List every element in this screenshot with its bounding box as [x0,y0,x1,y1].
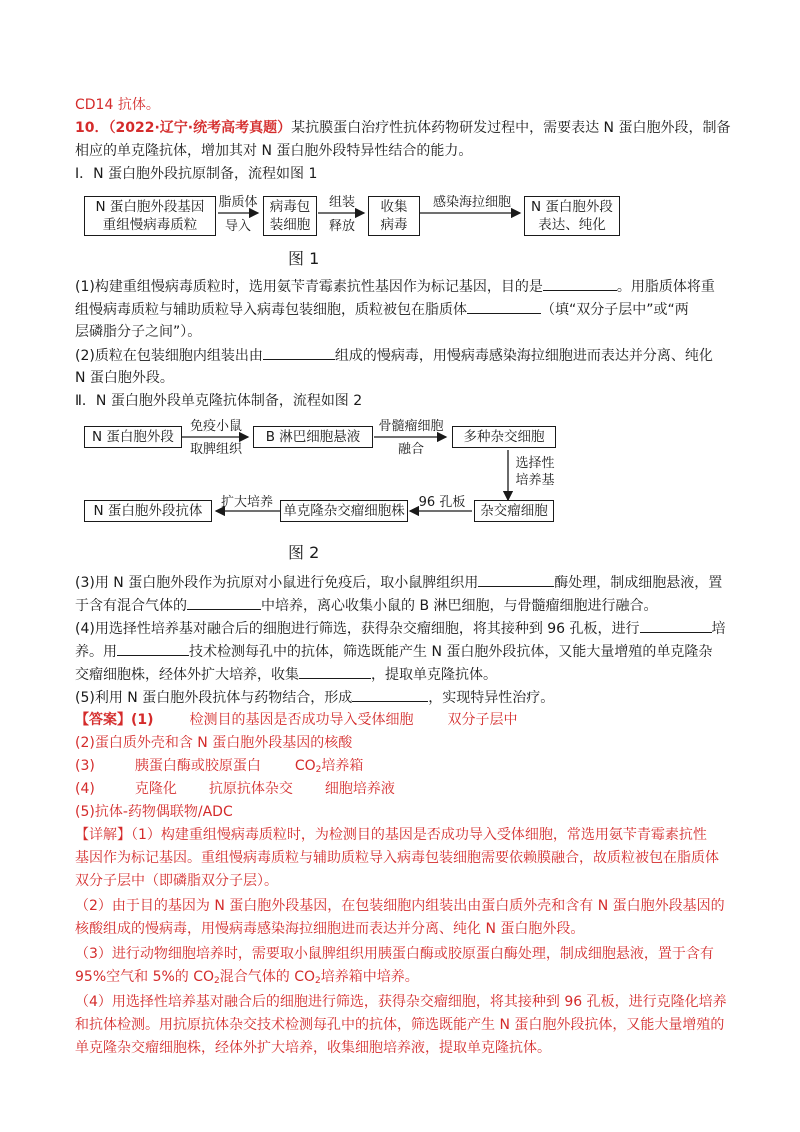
fig2-arrow2-top: 骨髓瘤细胞 [378,419,444,434]
q1-line3: 层磷脂分子之间”）。 [75,324,202,340]
explain-p4-line1: （4）用选择性培养基对融合后的细胞进行筛选，获得杂交瘤细胞，将其接种到 96 孔板，进行克隆化培养 [75,994,727,1010]
q1-blank1[interactable] [543,276,617,291]
question-stem-line1: 10．（2022·辽宁·统考高考真题）某抗膜蛋白治疗性抗体药物研发过程中，需要表达 N 蛋白胞外段，制备 [75,120,731,136]
question-source: （2022·辽宁·统考高考真题） [108,120,292,136]
q5-blank1[interactable] [352,687,428,702]
fig2-arrow1-bottom: 取脾组织 [189,442,242,457]
intro-text: CD14 抗体。 [75,97,160,113]
q4-line1: (4)用选择性培养基对融合后的细胞进行筛选，获得杂交瘤细胞，将其接种到 96 孔板，进行 培 [75,618,726,639]
explain-p4-line3: 单克隆杂交瘤细胞株，经体外扩大培养，收集细胞培养液，提取单克隆抗体。 [75,1040,551,1056]
explain-p1-line3: 双分子层中（即磷脂双分子层）。 [75,873,278,889]
fig1-arrow1-top: 脂质体 [218,195,258,210]
fig1-box-express: N 蛋白胞外段 表达、纯化 [524,196,620,236]
q4-line3: 交瘤细胞株，经体外扩大培养，收集 ，提取单克隆抗体。 [75,664,497,685]
part2-title: Ⅱ．N 蛋白胞外段单克隆抗体制备，流程如图 2 [75,393,363,409]
fig2-arrow5-label: 扩大培养 [220,495,273,510]
explain-p2-line1: （2）由于目的基因为 N 蛋白胞外段基因，在包装细胞内组装出由蛋白质外壳和含有 N 蛋白胞外段基因的 [75,898,725,914]
fig2-box-antibody: N 蛋白胞外段抗体 [84,500,212,522]
fig2-arrow2-bottom: 融合 [397,442,424,457]
answer-line4: (4) 克隆化 抗原抗体杂交 细胞培养液 [75,781,395,797]
fig2-arrow3-bottom: 培养基 [515,473,555,488]
explain-p1-line1: 【详解】（1）构建重组慢病毒质粒时，为检测目的基因是否成功导入受体细胞，常选用氨苄青霉素抗性 [75,827,707,843]
fig2-box-bcell: B 淋巴细胞悬液 [253,426,373,448]
explain-p3-line2: 95%空气和 5%的 $CO_2$混合气体的 $CO_2$培养箱中培养。 [75,969,419,986]
q4-blank2[interactable] [117,641,189,656]
q2-blank1[interactable] [263,345,335,360]
explain-p4-line2: 和抗体检测。用抗原抗体杂交技术检测每孔中的抗体，筛选既能产生 N 蛋白胞外段抗体，又能大量增殖的 [75,1017,725,1033]
fig2-box-hybridoma: 杂交瘤细胞 [474,500,554,522]
part1-title: Ⅰ．N 蛋白胞外段抗原制备，流程如图 1 [75,166,318,182]
fig1-box-gene: N 蛋白胞外段基因 重组慢病毒质粒 [84,196,216,236]
fig1-box-packaging: 病毒包 装细胞 [263,196,317,236]
q2-line2: N 蛋白胞外段。 [75,370,174,386]
fig1-caption: 图 1 [288,249,320,268]
explain-p1-line2: 基因作为标记基因。重组慢病毒质粒与辅助质粒导入病毒包装细胞需要依赖膜融合，故质粒被包在脂质体 [75,850,719,866]
fig2-arrow3-top: 选择性 [515,456,555,471]
fig1-arrow2-top: 组装 [328,195,355,210]
q1-line1: (1)构建重组慢病毒质粒时，选用氨苄青霉素抗性基因作为标记基因，目的是 。用脂质体将重 [75,276,715,297]
answer-line1: 【答案】(1) 检测目的基因是否成功导入受体细胞 双分子层中 [75,712,518,728]
q3-blank2[interactable] [187,595,261,610]
q3-blank1[interactable] [478,572,554,587]
explain-p3-line1: （3）进行动物细胞培养时，需要取小鼠脾组织用胰蛋白酶或胶原蛋白酶处理，制成细胞悬液，置于含有 [75,946,714,962]
q5-line1: (5)利用 N 蛋白胞外段抗体与药物结合，形成 ，实现特异性治疗。 [75,687,554,708]
fig2-box-hybrids: 多种杂交细胞 [452,426,556,448]
fig1-arrow3-label: 感染海拉细胞 [432,195,511,210]
fig1-arrow2-bottom: 释放 [328,219,355,234]
fig2-box-antigen: N 蛋白胞外段 [84,426,182,448]
answer-line3: (3) 胰蛋白酶或胶原蛋白 $CO_2$培养箱 [75,758,364,775]
fig1-arrow1-bottom: 导入 [224,219,251,234]
fig2-box-monoclonal: 单克隆杂交瘤细胞株 [280,500,408,522]
q1-line2: 组慢病毒质粒与辅助质粒导入病毒包装细胞，质粒被包在脂质体 （填“双分子层中”或“两 [75,299,689,320]
q4-blank1[interactable] [640,618,712,633]
explain-p2-line2: 核酸组成的慢病毒，用慢病毒感染海拉细胞进而表达并分离、纯化 N 蛋白胞外段。 [75,921,585,937]
q1-blank2[interactable] [467,299,541,314]
question-number: 10． [75,120,109,136]
q4-line2: 养。用 技术检测每孔中的抗体，筛选既能产生 N 蛋白胞外段抗体，又能大量增殖的单克隆杂 [75,641,712,662]
answer-line5: (5)抗体-药物偶联物/ADC [75,804,233,820]
fig2-caption: 图 2 [288,543,320,562]
question-stem-line2: 相应的单克隆抗体，增加其对 N 蛋白胞外段特异性结合的能力。 [75,143,473,159]
answer-line2: (2)蛋白质外壳和含 N 蛋白胞外段基因的核酸 [75,735,353,751]
fig2-arrow4-label: 96 孔板 [418,495,466,510]
fig2-arrow1-top: 免疫小鼠 [189,419,242,434]
q4-blank3[interactable] [299,664,371,679]
q3-line2: 于含有混合气体的 中培养，离心收集小鼠的 B 淋巴细胞，与骨髓瘤细胞进行融合。 [75,595,658,616]
q2-line1: (2)质粒在包装细胞内组装出由 组成的慢病毒，用慢病毒感染海拉细胞进而表达并分离、纯化 [75,345,713,366]
q3-line1: (3)用 N 蛋白胞外段作为抗原对小鼠进行免疫后，取小鼠脾组织用 酶处理，制成细胞悬液，置 [75,572,722,593]
fig1-box-collect: 收集 病毒 [368,196,420,236]
answer-label: 【答案】(1) [75,712,154,728]
